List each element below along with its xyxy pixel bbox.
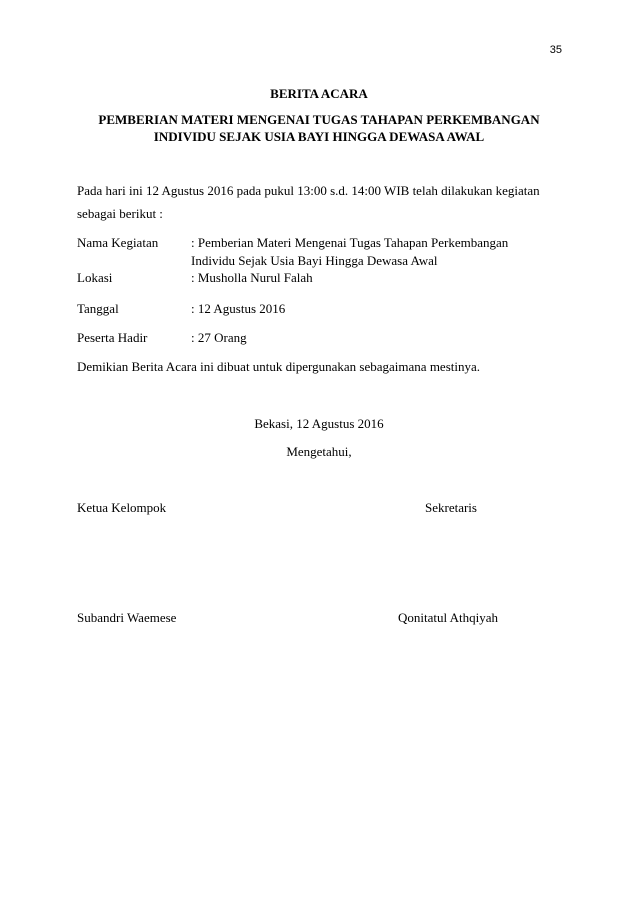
place-and-date: Bekasi, 12 Agustus 2016: [254, 416, 384, 431]
location-label: Lokasi: [77, 270, 113, 285]
activity-name-value-line1: : Pemberian Materi Mengenai Tugas Tahapan Perkembangan: [191, 235, 509, 250]
attendees-value: : 27 Orang: [191, 330, 247, 345]
closing-statement: Demikian Berita Acara ini dibuat untuk dipergunakan sebagaimana mestinya.: [77, 359, 480, 374]
signature-left-name: Subandri Waemese: [77, 610, 177, 625]
intro-text-line1: Pada hari ini 12 Agustus 2016 pada pukul 13:00 s.d. 14:00 WIB telah dilakukan kegiatan: [77, 183, 540, 198]
signature-left-role: Ketua Kelompok: [77, 500, 167, 515]
date-label: Tanggal: [77, 301, 119, 316]
page-number: 35: [549, 44, 562, 56]
date-value: : 12 Agustus 2016: [191, 301, 286, 316]
signature-right-role: Sekretaris: [425, 500, 477, 515]
activity-name-label: Nama Kegiatan: [77, 235, 159, 250]
activity-name-value-line2: Individu Sejak Usia Bayi Hingga Dewasa Awal: [191, 253, 438, 268]
document-title: BERITA ACARA: [270, 86, 368, 101]
attendees-label: Peserta Hadir: [77, 330, 148, 345]
signature-right-name: Qonitatul Athqiyah: [398, 610, 499, 625]
document-subtitle-line2: INDIVIDU SEJAK USIA BAYI HINGGA DEWASA AWAL: [153, 129, 485, 144]
intro-text-line2: sebagai berikut :: [77, 206, 163, 221]
acknowledged-label: Mengetahui,: [286, 444, 352, 459]
location-value: : Musholla Nurul Falah: [191, 270, 313, 285]
document-subtitle-line1: PEMBERIAN MATERI MENGENAI TUGAS TAHAPAN PERKEMBANGAN: [98, 112, 540, 127]
